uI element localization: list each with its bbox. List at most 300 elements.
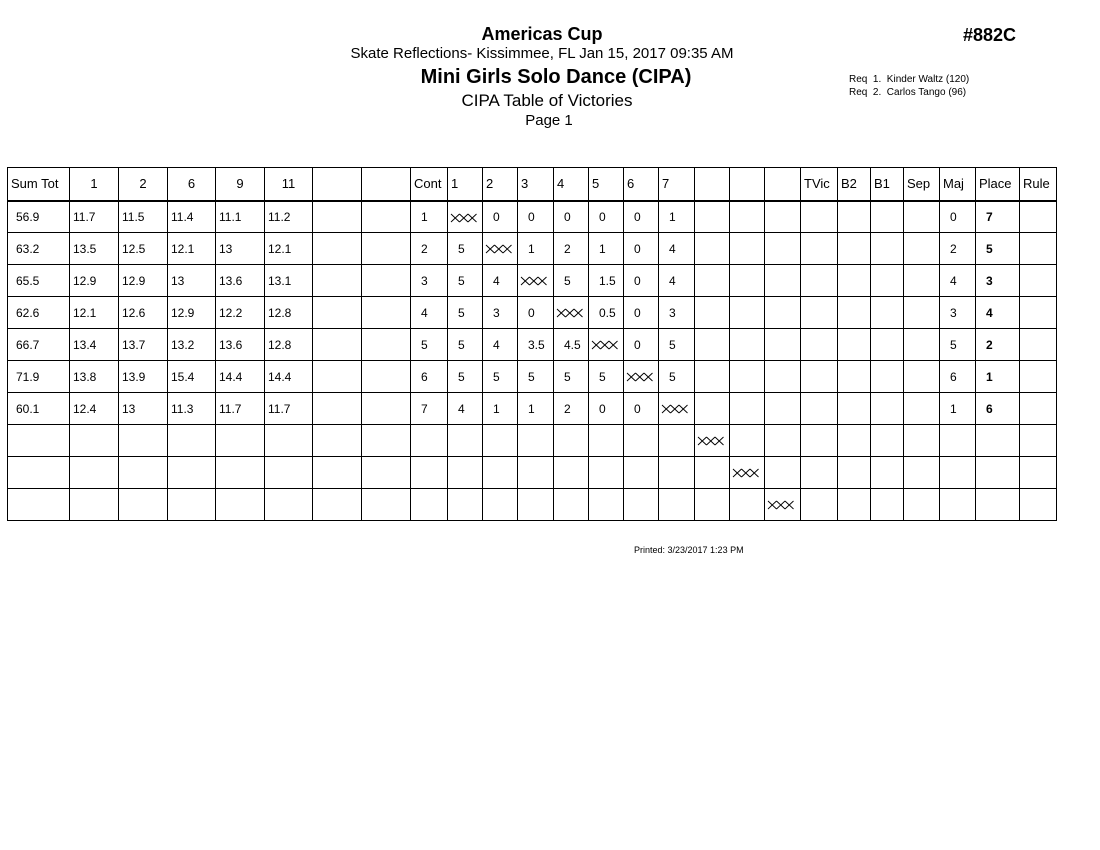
column-header <box>313 168 362 201</box>
table-cell <box>695 425 730 457</box>
table-cell: 7 <box>411 393 448 425</box>
table-cell <box>838 361 871 393</box>
table-cell <box>624 425 659 457</box>
table-cell: 71.9 <box>8 361 70 393</box>
table-cell <box>904 361 940 393</box>
table-cell <box>871 393 904 425</box>
table-cell <box>904 457 940 489</box>
table-cell: 1 <box>518 233 554 265</box>
table-cell: 12.8 <box>265 297 313 329</box>
table-cell: 12.2 <box>216 297 265 329</box>
table-cell <box>838 393 871 425</box>
table-cell <box>659 457 695 489</box>
xxx-cross-icon <box>591 339 619 351</box>
table-cell <box>448 489 483 521</box>
requirement-item: Req 2. Carlos Tango (96) <box>849 87 967 98</box>
table-cell <box>362 489 411 521</box>
table-cell <box>1020 425 1057 457</box>
table-cell <box>730 457 765 489</box>
table-cell: 12.1 <box>168 233 216 265</box>
table-cell <box>695 393 730 425</box>
table-cell <box>695 361 730 393</box>
table-cell <box>695 201 730 233</box>
table-cell <box>695 457 730 489</box>
table-cell: 5 <box>554 265 589 297</box>
column-header: 7 <box>659 168 695 201</box>
table-cell <box>518 425 554 457</box>
table-cell <box>313 297 362 329</box>
table-cell: 5 <box>659 361 695 393</box>
table-cell <box>730 233 765 265</box>
table-cell: 60.1 <box>8 393 70 425</box>
table-cell <box>838 489 871 521</box>
table-cell: 11.5 <box>119 201 168 233</box>
table-cell: 12.9 <box>70 265 119 297</box>
table-cell <box>838 457 871 489</box>
xxx-cross-icon <box>450 212 478 224</box>
table-cell <box>904 265 940 297</box>
column-header: 3 <box>518 168 554 201</box>
table-cell <box>801 425 838 457</box>
table-cell <box>871 425 904 457</box>
table-cell <box>871 233 904 265</box>
column-header: 6 <box>624 168 659 201</box>
table-cell: 0 <box>589 201 624 233</box>
table-cell <box>801 233 838 265</box>
venue-date-line: Skate Reflections- Kissimmee, FL Jan 15, 2017 09:35 AM <box>350 45 734 62</box>
table-row <box>8 233 1057 265</box>
page-number: Page 1 <box>525 112 573 129</box>
victories-table <box>7 167 1057 521</box>
table-cell: 2 <box>976 329 1020 361</box>
table-cell: 6 <box>976 393 1020 425</box>
table-cell: 13 <box>168 265 216 297</box>
table-row <box>8 489 1057 521</box>
table-cell: 0 <box>624 233 659 265</box>
column-header: 2 <box>119 168 168 201</box>
column-header: Maj <box>940 168 976 201</box>
table-cell: 0 <box>518 201 554 233</box>
table-row <box>8 425 1057 457</box>
table-cell <box>765 233 801 265</box>
table-cell <box>411 489 448 521</box>
xxx-cross-icon <box>697 435 725 447</box>
table-cell <box>448 201 483 233</box>
table-cell: 4.5 <box>554 329 589 361</box>
table-cell <box>838 233 871 265</box>
table-cell <box>730 265 765 297</box>
table-cell <box>838 201 871 233</box>
table-cell <box>904 297 940 329</box>
table-cell: 5 <box>448 329 483 361</box>
table-cell <box>589 329 624 361</box>
table-cell <box>362 265 411 297</box>
table-cell: 13.1 <box>265 265 313 297</box>
table-cell: 0 <box>554 201 589 233</box>
table-cell <box>871 457 904 489</box>
table-cell: 3 <box>411 265 448 297</box>
table-cell: 2 <box>940 233 976 265</box>
table-cell <box>1020 265 1057 297</box>
table-cell <box>313 265 362 297</box>
table-cell: 1.5 <box>589 265 624 297</box>
table-row <box>8 201 1057 233</box>
table-cell <box>765 265 801 297</box>
table-cell <box>765 393 801 425</box>
table-cell <box>765 457 801 489</box>
table-cell: 11.7 <box>265 393 313 425</box>
table-cell <box>313 457 362 489</box>
table-cell: 14.4 <box>216 361 265 393</box>
table-cell: 0 <box>624 265 659 297</box>
table-cell: 13.6 <box>216 329 265 361</box>
table-cell <box>871 361 904 393</box>
table-cell <box>265 457 313 489</box>
table-cell: 12.6 <box>119 297 168 329</box>
table-cell: 11.7 <box>216 393 265 425</box>
table-cell <box>554 489 589 521</box>
table-cell <box>1020 297 1057 329</box>
xxx-cross-icon <box>485 243 513 255</box>
table-cell: 4 <box>448 393 483 425</box>
table-row <box>8 297 1057 329</box>
table-cell <box>1020 233 1057 265</box>
table-cell <box>119 425 168 457</box>
table-cell <box>871 265 904 297</box>
table-cell: 12.4 <box>70 393 119 425</box>
table-cell <box>624 361 659 393</box>
table-cell: 11.3 <box>168 393 216 425</box>
table-cell <box>362 457 411 489</box>
table-cell <box>801 457 838 489</box>
table-cell: 5 <box>940 329 976 361</box>
table-cell: 13 <box>216 233 265 265</box>
table-cell <box>554 297 589 329</box>
table-cell <box>624 489 659 521</box>
table-cell: 7 <box>976 201 1020 233</box>
table-cell: 65.5 <box>8 265 70 297</box>
event-code: #882C <box>963 25 1017 45</box>
xxx-cross-icon <box>556 307 584 319</box>
table-cell <box>838 297 871 329</box>
table-cell: 5 <box>589 361 624 393</box>
column-header: Sep <box>904 168 940 201</box>
table-cell: 1 <box>411 201 448 233</box>
table-cell: 0 <box>624 297 659 329</box>
table-cell: 12.9 <box>168 297 216 329</box>
table-cell <box>362 297 411 329</box>
xxx-cross-icon <box>732 467 760 479</box>
column-header: 6 <box>168 168 216 201</box>
table-cell <box>730 201 765 233</box>
table-cell: 12.1 <box>70 297 119 329</box>
requirement-item: Req 1. Kinder Waltz (120) <box>849 74 970 85</box>
table-cell: 4 <box>411 297 448 329</box>
column-header: 5 <box>589 168 624 201</box>
table-cell: 4 <box>483 265 518 297</box>
column-header: 11 <box>265 168 313 201</box>
table-cell: 1 <box>518 393 554 425</box>
table-cell <box>624 457 659 489</box>
column-header: Place <box>976 168 1020 201</box>
table-cell <box>940 425 976 457</box>
table-cell <box>589 489 624 521</box>
table-cell: 3 <box>976 265 1020 297</box>
table-cell: 13.2 <box>168 329 216 361</box>
table-cell <box>362 361 411 393</box>
table-cell: 63.2 <box>8 233 70 265</box>
table-cell: 1 <box>483 393 518 425</box>
table-cell <box>765 489 801 521</box>
column-header: TVic <box>801 168 838 201</box>
table-cell <box>313 361 362 393</box>
table-cell: 66.7 <box>8 329 70 361</box>
table-cell <box>411 457 448 489</box>
table-cell <box>801 489 838 521</box>
table-cell <box>904 393 940 425</box>
table-cell <box>168 489 216 521</box>
table-cell <box>940 457 976 489</box>
table-cell <box>801 297 838 329</box>
table-cell <box>119 489 168 521</box>
printed-timestamp: Printed: 3/23/2017 1:23 PM <box>634 545 744 555</box>
table-cell <box>695 297 730 329</box>
table-cell: 2 <box>411 233 448 265</box>
table-cell <box>801 329 838 361</box>
table-cell: 1 <box>940 393 976 425</box>
table-row <box>8 361 1057 393</box>
column-header: 1 <box>70 168 119 201</box>
table-cell <box>838 425 871 457</box>
table-cell: 5 <box>448 265 483 297</box>
table-cell: 3 <box>659 297 695 329</box>
table-cell: 5 <box>554 361 589 393</box>
table-cell: 5 <box>518 361 554 393</box>
xxx-cross-icon <box>661 403 689 415</box>
table-cell <box>904 425 940 457</box>
table-cell <box>168 457 216 489</box>
table-cell: 0 <box>940 201 976 233</box>
table-cell <box>695 489 730 521</box>
table-cell <box>554 425 589 457</box>
table-cell <box>765 329 801 361</box>
table-cell <box>313 329 362 361</box>
table-cell <box>730 393 765 425</box>
table-cell <box>216 457 265 489</box>
table-cell <box>70 425 119 457</box>
table-cell <box>904 233 940 265</box>
requirements-list <box>849 73 969 99</box>
column-header: Rule <box>1020 168 1057 201</box>
table-cell: 13.5 <box>70 233 119 265</box>
table-cell: 6 <box>940 361 976 393</box>
table-cell <box>801 201 838 233</box>
table-cell: 0 <box>483 201 518 233</box>
column-header: B1 <box>871 168 904 201</box>
table-cell: 0 <box>624 329 659 361</box>
table-cell <box>1020 393 1057 425</box>
table-cell: 13.6 <box>216 265 265 297</box>
table-cell <box>589 425 624 457</box>
table-cell <box>119 457 168 489</box>
table-cell: 1 <box>589 233 624 265</box>
table-cell <box>448 425 483 457</box>
column-header: 2 <box>483 168 518 201</box>
table-cell <box>659 393 695 425</box>
column-header: 9 <box>216 168 265 201</box>
table-cell <box>801 361 838 393</box>
table-cell <box>838 265 871 297</box>
table-cell: 4 <box>659 265 695 297</box>
table-cell <box>313 393 362 425</box>
table-cell <box>730 297 765 329</box>
table-row <box>8 329 1057 361</box>
table-cell <box>216 489 265 521</box>
table-cell <box>695 265 730 297</box>
table-cell: 0 <box>624 201 659 233</box>
table-cell <box>483 233 518 265</box>
table-cell: 5 <box>448 361 483 393</box>
column-header: Cont <box>411 168 448 201</box>
table-cell: 5 <box>976 233 1020 265</box>
table-cell <box>940 489 976 521</box>
table-cell <box>70 457 119 489</box>
table-cell: 11.7 <box>70 201 119 233</box>
column-header: Sum Tot <box>8 168 70 201</box>
table-cell <box>313 489 362 521</box>
xxx-cross-icon <box>767 499 795 511</box>
report-subtitle: CIPA Table of Victories <box>461 91 633 110</box>
table-cell <box>1020 329 1057 361</box>
table-cell: 3 <box>940 297 976 329</box>
column-header <box>765 168 801 201</box>
event-title: Americas Cup <box>481 24 603 44</box>
table-cell <box>518 489 554 521</box>
table-cell <box>765 361 801 393</box>
column-header <box>362 168 411 201</box>
table-cell <box>362 329 411 361</box>
table-cell <box>904 489 940 521</box>
header-row <box>8 168 1057 201</box>
table-cell: 3 <box>483 297 518 329</box>
column-header: 1 <box>448 168 483 201</box>
table-cell <box>518 457 554 489</box>
table-cell <box>976 457 1020 489</box>
table-cell: 13.4 <box>70 329 119 361</box>
table-cell: 12.8 <box>265 329 313 361</box>
table-cell <box>695 329 730 361</box>
table-cell <box>216 425 265 457</box>
table-cell <box>313 233 362 265</box>
table-row <box>8 265 1057 297</box>
table-cell: 5 <box>448 233 483 265</box>
table-cell: 11.1 <box>216 201 265 233</box>
table-cell: 0 <box>589 393 624 425</box>
table-cell: 0 <box>624 393 659 425</box>
table-cell: 13.9 <box>119 361 168 393</box>
table-cell <box>265 425 313 457</box>
table-cell: 14.4 <box>265 361 313 393</box>
table-cell: 5 <box>659 329 695 361</box>
table-cell: 0 <box>518 297 554 329</box>
table-cell <box>730 361 765 393</box>
table-cell: 0.5 <box>589 297 624 329</box>
column-header <box>730 168 765 201</box>
table-cell: 11.2 <box>265 201 313 233</box>
table-cell <box>483 457 518 489</box>
table-cell: 2 <box>554 393 589 425</box>
xxx-cross-icon <box>626 371 654 383</box>
table-cell <box>313 201 362 233</box>
table-cell <box>904 201 940 233</box>
table-cell <box>730 329 765 361</box>
table-cell <box>871 201 904 233</box>
column-header: B2 <box>838 168 871 201</box>
table-cell <box>730 489 765 521</box>
table-cell: 15.4 <box>168 361 216 393</box>
table-cell: 5 <box>411 329 448 361</box>
table-cell <box>871 329 904 361</box>
column-header <box>695 168 730 201</box>
table-cell <box>8 425 70 457</box>
table-cell: 4 <box>483 329 518 361</box>
table-cell: 4 <box>976 297 1020 329</box>
table-row <box>8 457 1057 489</box>
table-cell <box>871 489 904 521</box>
table-cell: 5 <box>483 361 518 393</box>
table-cell <box>730 425 765 457</box>
table-cell <box>8 457 70 489</box>
table-cell <box>1020 201 1057 233</box>
table-cell: 4 <box>659 233 695 265</box>
column-header: 4 <box>554 168 589 201</box>
table-cell <box>801 265 838 297</box>
table-cell: 11.4 <box>168 201 216 233</box>
xxx-cross-icon <box>520 275 548 287</box>
table-cell: 5 <box>448 297 483 329</box>
table-cell <box>976 489 1020 521</box>
table-cell <box>313 425 362 457</box>
table-cell: 12.9 <box>119 265 168 297</box>
table-cell <box>838 329 871 361</box>
table-cell <box>765 297 801 329</box>
table-cell: 1 <box>976 361 1020 393</box>
table-cell <box>362 233 411 265</box>
table-cell <box>483 425 518 457</box>
table-cell <box>362 425 411 457</box>
table-cell <box>659 489 695 521</box>
table-cell: 62.6 <box>8 297 70 329</box>
table-cell <box>1020 361 1057 393</box>
table-cell: 12.1 <box>265 233 313 265</box>
table-cell: 13.8 <box>70 361 119 393</box>
table-cell <box>518 265 554 297</box>
table-cell <box>168 425 216 457</box>
table-cell <box>411 425 448 457</box>
table-cell <box>1020 489 1057 521</box>
table-cell <box>976 425 1020 457</box>
table-cell: 2 <box>554 233 589 265</box>
table-cell: 12.5 <box>119 233 168 265</box>
table-cell <box>483 489 518 521</box>
table-cell <box>695 233 730 265</box>
table-cell: 13 <box>119 393 168 425</box>
table-cell <box>362 393 411 425</box>
table-cell <box>801 393 838 425</box>
table-cell <box>362 201 411 233</box>
table-cell <box>554 457 589 489</box>
table-cell <box>70 489 119 521</box>
